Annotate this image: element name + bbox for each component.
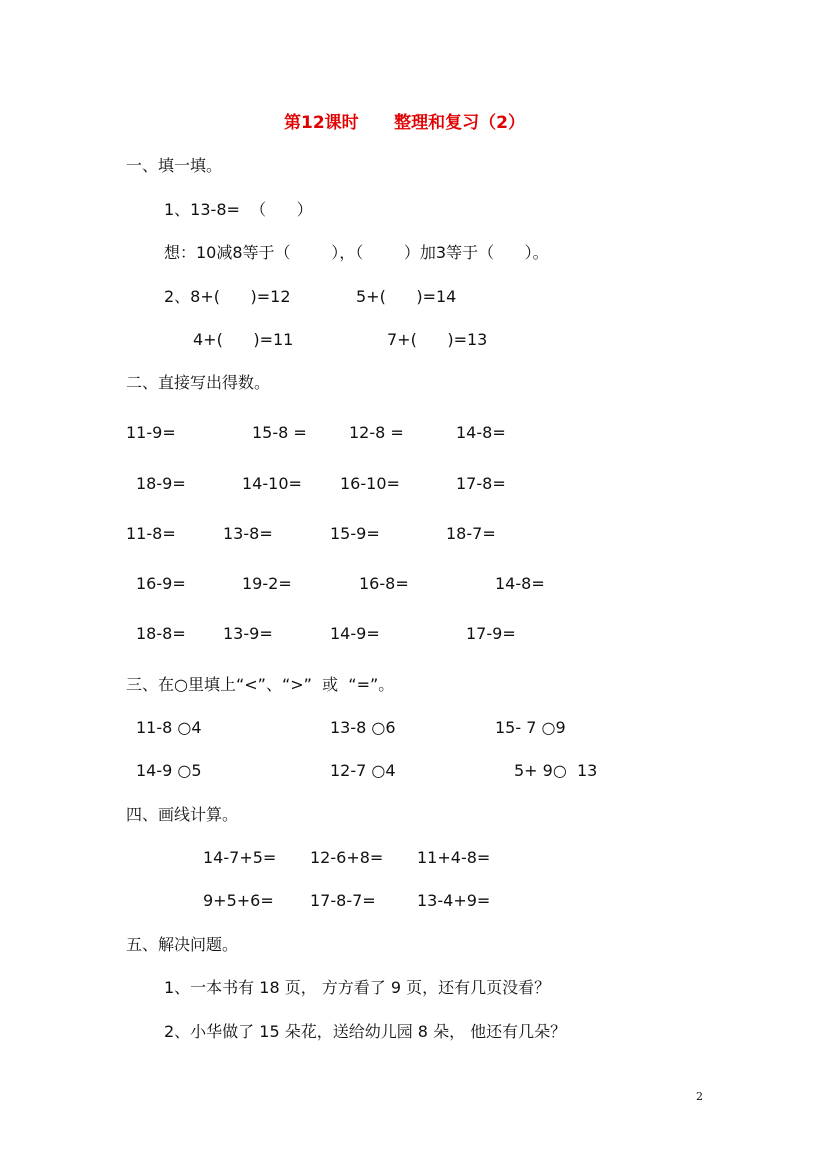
calc-item: 14-9= — [330, 624, 380, 643]
question-2b: 5+( )=14 — [356, 287, 457, 306]
hint-line: 想：10减8等于（ ），（ ）加3等于（ ）。 — [164, 243, 549, 262]
calc-item: 18-7= — [446, 524, 496, 543]
compare-item: 5+ 9○ 13 — [514, 761, 598, 780]
question-2c: 4+( )=11 — [193, 330, 294, 349]
compare-item: 12-7 ○4 — [330, 761, 396, 780]
question-2d: 7+( )=13 — [387, 330, 488, 349]
calc-item: 16-9= — [136, 574, 186, 593]
calc-item: 11-8= — [126, 524, 176, 543]
calc-item: 17-8= — [456, 474, 506, 493]
calc-item: 15-9= — [330, 524, 380, 543]
section-1-heading: 一、填一填。 — [126, 156, 223, 175]
calc-item: 13-8= — [223, 524, 273, 543]
section-4-heading: 四、画线计算。 — [126, 805, 239, 824]
section-5-heading: 五、解决问题。 — [126, 935, 239, 954]
mixed-calc-item: 14-7+5= — [203, 848, 277, 867]
word-problem-1: 1、一本书有 18 页， 方方看了 9 页，还有几页没看？ — [164, 978, 551, 997]
calc-item: 13-9= — [223, 624, 273, 643]
page-title: 第12课时 整理和复习（2） — [284, 113, 525, 133]
compare-item: 15- 7 ○9 — [495, 718, 566, 737]
word-problem-2: 2、小华做了 15 朵花，送给幼儿园 8 朵， 他还有几朵？ — [164, 1022, 567, 1041]
calc-item: 16-10= — [340, 474, 400, 493]
mixed-calc-item: 11+4-8= — [417, 848, 491, 867]
question-2a: 2、8+( )=12 — [164, 287, 291, 306]
calc-item: 19-2= — [242, 574, 292, 593]
calc-item: 11-9= — [126, 423, 176, 442]
calc-item: 15-8 = — [252, 423, 307, 442]
compare-item: 13-8 ○6 — [330, 718, 396, 737]
page-number: 2 — [696, 1090, 703, 1103]
mixed-calc-item: 9+5+6= — [203, 891, 274, 910]
mixed-calc-item: 17-8-7= — [310, 891, 376, 910]
calc-item: 17-9= — [466, 624, 516, 643]
section-2-heading: 二、直接写出得数。 — [126, 373, 271, 392]
calc-item: 14-10= — [242, 474, 302, 493]
question-1: 1、13-8= （ ） — [164, 200, 313, 219]
calc-item: 18-9= — [136, 474, 186, 493]
compare-item: 11-8 ○4 — [136, 718, 202, 737]
section-3-heading: 三、在○里填上“<”、“>” 或 “=”。 — [126, 675, 395, 694]
compare-item: 14-9 ○5 — [136, 761, 202, 780]
calc-item: 14-8= — [495, 574, 545, 593]
calc-item: 18-8= — [136, 624, 186, 643]
calc-item: 12-8 = — [349, 423, 404, 442]
mixed-calc-item: 12-6+8= — [310, 848, 384, 867]
calc-item: 16-8= — [359, 574, 409, 593]
mixed-calc-item: 13-4+9= — [417, 891, 491, 910]
calc-item: 14-8= — [456, 423, 506, 442]
